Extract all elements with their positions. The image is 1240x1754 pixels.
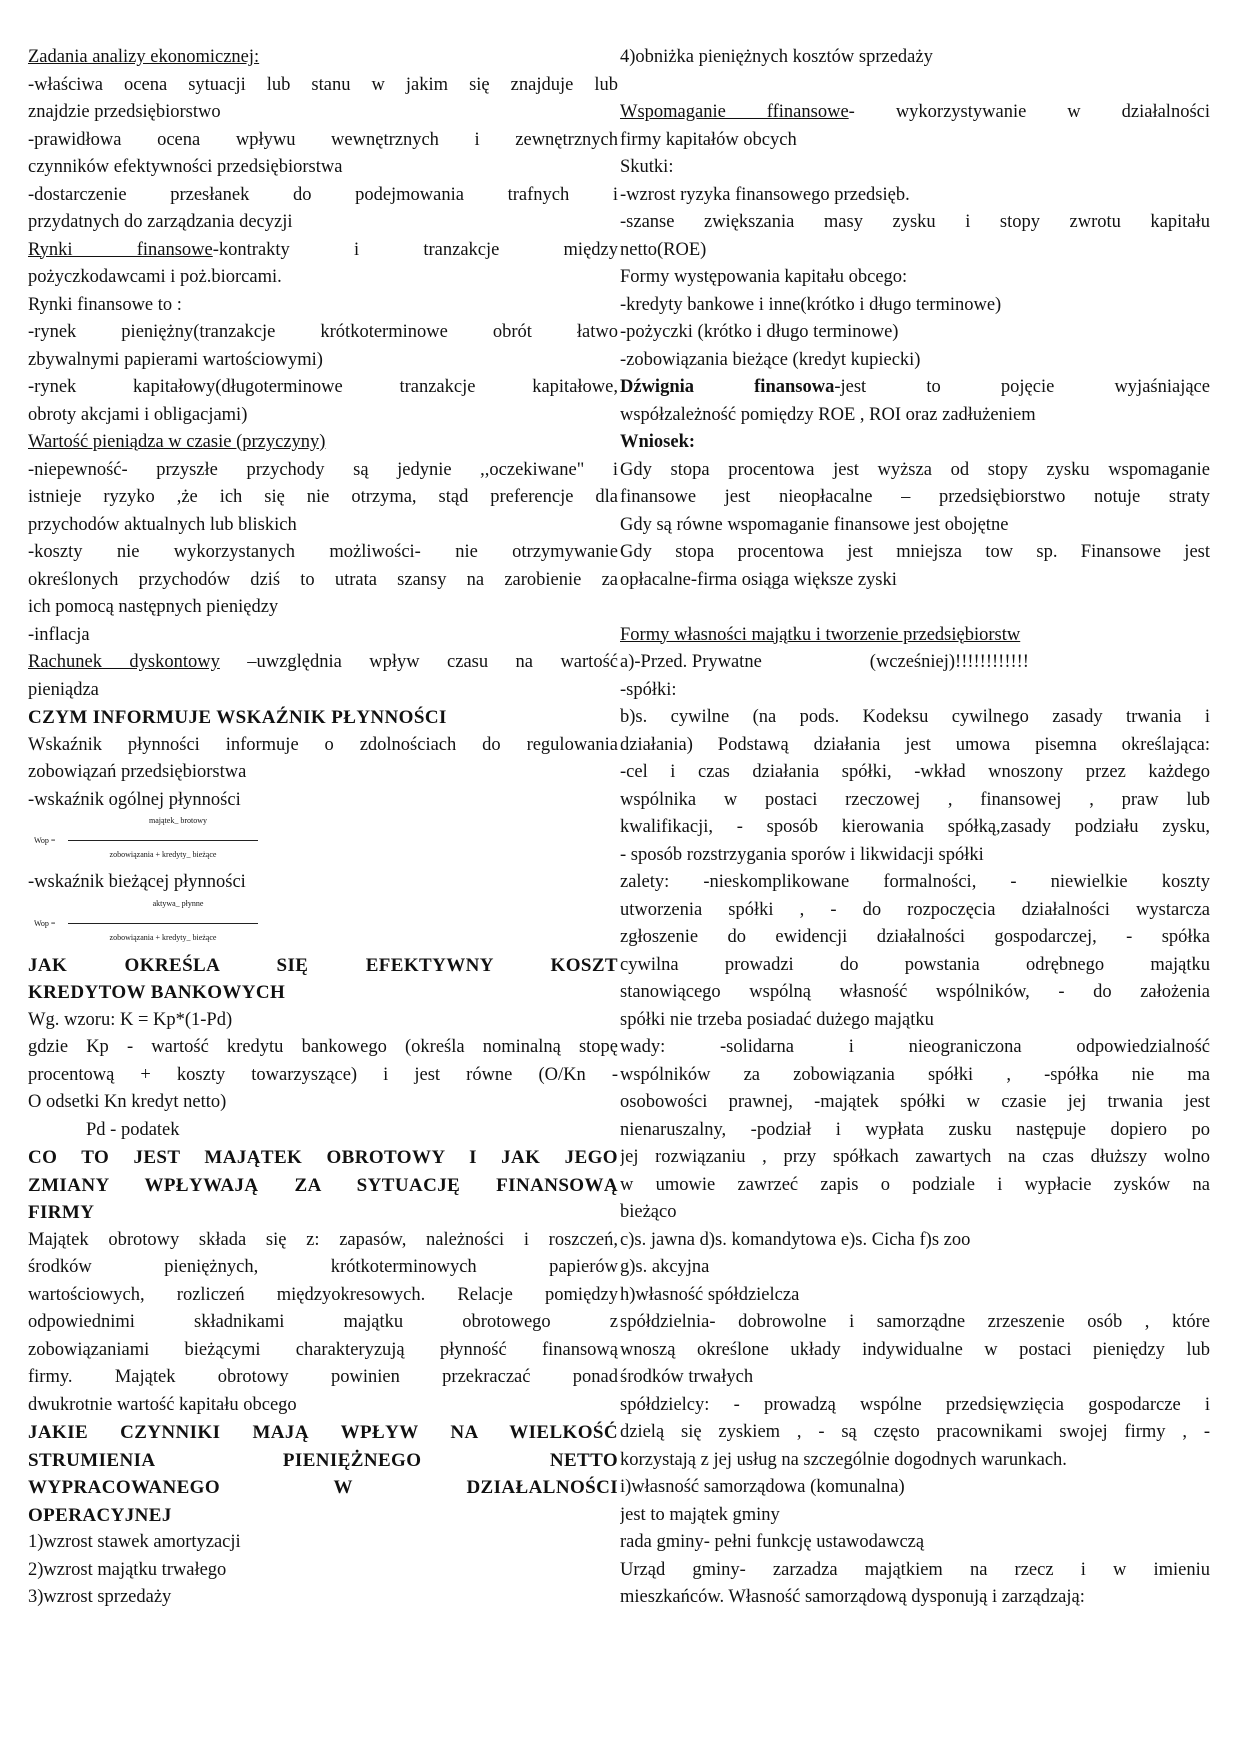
formula-numerator: aktywa_ płynne	[152, 898, 204, 908]
text-line: -pożyczki (krótko i długo terminowe)	[620, 322, 899, 342]
text-line: rada gminy- pełni funkcję ustawodawczą	[620, 1532, 925, 1552]
text-line: zobowiązaniami bieżącymi charakteryzują płynność finansową	[28, 1339, 618, 1360]
text-line: korzystają z jej usług na szczególnie dogodnych warunkach.	[620, 1449, 1067, 1470]
text-line	[620, 99, 1210, 127]
text-line: netto(ROE)	[620, 239, 707, 260]
term-definition: -kontrakty i tranzakcje między	[212, 239, 618, 260]
heading-current-assets-end: FIRMY	[28, 1202, 95, 1223]
formula-label: Wop =	[34, 918, 56, 928]
text-line: jej rozwiązaniu , przy spółkach zawartych na czas dłuższy wolno	[620, 1147, 1210, 1167]
conclusion-heading: Wniosek:	[620, 432, 696, 452]
text-line: -wzrost ryzyka finansowego przedsięb.	[620, 184, 910, 205]
term-definition: -jest to pojęcie wyjaśniające	[834, 377, 1210, 397]
formula-denominator: zobowiązania + kredyty_ bieżące	[109, 850, 217, 859]
text-line: odpowiednimi składnikami majątku obrotowego z	[28, 1312, 618, 1332]
formula-current-liquidity	[28, 897, 618, 952]
text-line: firmy. Majątek obrotowy powinien przekraczać ponad	[28, 1367, 618, 1387]
text-line: wartościowych, rozliczeń międzyokresowych. Relacje pomiędzy	[28, 1284, 618, 1305]
text-line: wspólnika w postaci rzeczowej , finansowej , praw lub	[620, 789, 1210, 810]
term-definition: - wykorzystywanie w działalności	[848, 102, 1210, 122]
text-line: -szanse zwiększania masy zysku i stopy zwrotu kapitału	[620, 212, 1210, 232]
fraction-bar	[68, 840, 258, 841]
text-line: -cel i czas działania spółki, -wkład wnoszony przez każdego	[620, 762, 1210, 782]
text-line: czynników efektywności przedsiębiorstwa	[28, 157, 343, 177]
text-line: działania) Podstawą działania jest umowa pisemna określająca:	[620, 734, 1210, 755]
heading-liquidity-ratio: CZYM INFORMUJE WSKAŹNIK PŁYNNOŚCI	[28, 707, 447, 728]
text-line: Wskaźnik płynności informuje o zdolnościach do regulowania	[28, 734, 618, 755]
text-line: gdzie Kp - wartość kredytu bankowego (określa nominalną stopę	[28, 1037, 618, 1057]
text-line: stanowiącego wspólną własność wspólników, - do założenia	[620, 982, 1210, 1002]
text-line: -wskaźnik ogólnej płynności	[28, 789, 241, 810]
term-financial-leverage: Dźwignia finansowa	[620, 377, 835, 397]
text-line: finansowe jest nieopłacalne – przedsiębiorstwo notuje straty	[620, 487, 1210, 507]
fraction-bar	[68, 923, 258, 924]
heading-effective-credit-cost: JAK OKREŚLA SIĘ EFEKTYWNY KOSZT	[28, 954, 618, 976]
text-line: -rynek pieniężny(tranzakcje krótkoterminowe obrót łatwo	[28, 322, 618, 342]
text-line: g)s. akcyjna	[620, 1257, 710, 1277]
text-line: osobowości prawnej, -majątek spółki w czasie jej trwania jest	[620, 1092, 1210, 1112]
text-line: Pd - podatek	[86, 1119, 180, 1140]
term-financial-markets: Rynki finansowe	[28, 239, 213, 260]
text-line: istnieje ryzyko ,że ich się nie otrzyma, stąd preferencje dla	[28, 487, 618, 507]
text-line: spółdzielnia- dobrowolne i samorządne zrzeszenie osób , które	[620, 1312, 1210, 1332]
term-discount-calculation: Rachunek dyskontowy	[28, 652, 220, 672]
text-line: zgłoszenie do ewidencji działalności gospodarczej, - spółka	[620, 927, 1210, 947]
text-line: przychodów aktualnych lub bliskich	[28, 514, 297, 535]
text-line: b)s. cywilne (na pods. Kodeksu cywilnego zasady trwania i	[620, 707, 1210, 727]
text-line: -kredyty bankowe i inne(krótko i długo terminowe)	[620, 294, 1002, 315]
text-line: utworzenia spółki , - do rozpoczęcia działalności wystarcza	[620, 899, 1210, 920]
text-line: firmy kapitałów obcych	[620, 129, 797, 150]
text-line: spółki nie trzeba posiadać dużego majątku	[620, 1009, 934, 1030]
text-line: c)s. jawna d)s. komandytowa e)s. Cicha f)s zoo	[620, 1229, 971, 1250]
text-line: Formy występowania kapitału obcego:	[620, 267, 908, 287]
heading-effective-credit-cost-cont: KREDYTOW BANKOWYCH	[28, 982, 286, 1003]
text-line	[28, 649, 618, 677]
heading-cash-flow-factors: JAKIE CZYNNIKI MAJĄ WPŁYW NA WIELKOŚĆ	[28, 1422, 618, 1443]
text-line: -właściwa ocena sytuacji lub stanu w jakim się znajduje lub	[28, 74, 618, 95]
text-line: -zobowiązania bieżące (kredyt kupiecki)	[620, 349, 921, 370]
text-line: współzależność pomiędzy ROE , ROI oraz zadłużeniem	[620, 404, 1036, 425]
section-heading-time-value: Wartość pieniądza w czasie (przyczyny)	[28, 432, 326, 452]
text-line	[28, 237, 618, 265]
text-line: cywilna prowadzi do powstania odrębnego majątku	[620, 954, 1210, 975]
text-line: ich pomocą następnych pieniędzy	[28, 597, 279, 617]
private-enterprise-note: (wcześniej)!!!!!!!!!!!!	[869, 652, 1029, 672]
heading-cash-flow-factors-cont: STRUMIENIA PIENIĘŻNEGO NETTO	[28, 1449, 618, 1471]
private-enterprise-label: a)-Przed. Prywatne	[620, 652, 762, 672]
text-line: bieżąco	[620, 1202, 677, 1222]
list-item: 2)wzrost majątku trwałego	[28, 1559, 227, 1580]
text-line: Skutki:	[620, 157, 674, 177]
text-line: wady: -solidarna i nieograniczona odpowiedzialność	[620, 1037, 1210, 1057]
text-line: Gdy są równe wspomaganie finansowe jest obojętne	[620, 514, 1009, 535]
text-line: wspólników za zobowiązania spółki , -spółka nie ma	[620, 1064, 1210, 1085]
text-line: pożyczkodawcami i poż.biorcami.	[28, 267, 282, 287]
text-line: określonych przychodów dziś to utrata szansy na zarobienie za	[28, 569, 618, 590]
text-line: znajdzie przedsiębiorstwo	[28, 102, 221, 122]
text-line: środków trwałych	[620, 1367, 754, 1387]
spacer	[620, 594, 1210, 622]
text-line: -wskaźnik bieżącej płynności	[28, 872, 246, 892]
text-line: i)własność samorządowa (komunalna)	[620, 1477, 905, 1497]
text-line: Majątek obrotowy składa się z: zapasów, należności i roszczeń,	[28, 1229, 618, 1250]
text-line: -prawidłowa ocena wpływu wewnętrznych i zewnętrznych	[28, 129, 618, 150]
formula-general-liquidity	[28, 814, 618, 869]
text-line: O odsetki Kn kredyt netto)	[28, 1092, 227, 1112]
text-line	[620, 374, 1210, 402]
section-heading-analysis-tasks: Zadania analizy ekonomicznej:	[28, 47, 260, 67]
term-financial-support: Wspomaganie ffinansowe	[620, 102, 849, 122]
text-line: środków pieniężnych, krótkoterminowych papierów	[28, 1257, 618, 1277]
text-line: dwukrotnie wartość kapitału obcego	[28, 1394, 297, 1415]
text-line: pieniądza	[28, 679, 99, 700]
left-column	[28, 44, 618, 1612]
formula-numerator: majątek_ brotowy	[149, 816, 207, 825]
list-item: 4)obniżka pieniężnych kosztów sprzedaży	[620, 47, 933, 67]
text-line: zalety: -nieskomplikowane formalności, - niewielkie koszty	[620, 872, 1210, 892]
term-definition: –uwzględnia wpływ czasu na wartość	[219, 652, 618, 672]
text-line: -rynek kapitałowy(długoterminowe tranzakcje kapitałowe,	[28, 377, 618, 397]
text-line: -dostarczenie przesłanek do podejmowania trafnych i	[28, 184, 618, 205]
text-line: spółdzielcy: - prowadzą wspólne przedsięwzięcia gospodarcze i	[620, 1394, 1210, 1415]
text-line: Gdy stopa procentowa jest mniejsza tow sp. Finansowe jest	[620, 542, 1210, 562]
text-line: opłacalne-firma osiąga większe zyski	[620, 569, 897, 590]
text-line: h)własność spółdzielcza	[620, 1284, 800, 1305]
list-item: 1)wzrost stawek amortyzacji	[28, 1532, 241, 1552]
document-page	[28, 44, 1212, 1724]
formula-label: Wop =	[34, 836, 56, 845]
text-line: Gdy stopa procentowa jest wyższa od stopy zysku wspomaganie	[620, 459, 1210, 480]
text-line: zobowiązań przedsiębiorstwa	[28, 762, 247, 782]
text-line: nienaruszalny, -podział i wypłata zusku następuje dopiero po	[620, 1119, 1210, 1140]
text-line: procentową + koszty towarzyszące) i jest równe (O/Kn -	[28, 1064, 618, 1085]
text-line: zbywalnymi papierami wartościowymi)	[28, 349, 323, 370]
text-line: -spółki:	[620, 679, 677, 700]
text-line: - sposób rozstrzygania sporów i likwidacji spółki	[620, 844, 984, 865]
heading-cash-flow-factors-cont: WYPRACOWANEGO W DZIAŁALNOŚCI	[28, 1477, 618, 1498]
right-column	[620, 44, 1210, 1612]
list-item: 3)wzrost sprzedaży	[28, 1587, 172, 1607]
text-line: kwalifikacji, - sposób kierowania spółką,zasady podziału zysku,	[620, 817, 1210, 837]
formula-denominator: zobowiązania + kredyty_ bieżące	[109, 932, 217, 942]
text-line: Urząd gminy- zarzadza majątkiem na rzecz i w imieniu	[620, 1559, 1210, 1580]
spacer	[620, 72, 1210, 100]
text-line: przydatnych do zarządzania decyzji	[28, 212, 293, 232]
text-line: wnoszą określone układy indywidualne w postaci pieniędzy lub	[620, 1339, 1210, 1360]
text-line: obroty akcjami i obligacjami)	[28, 404, 248, 425]
heading-cash-flow-factors-end: OPERACYJNEJ	[28, 1504, 172, 1526]
text-line: -niepewność- przyszłe przychody są jedynie ,,oczekiwane" i	[28, 459, 618, 480]
text-line: w umowie zawrzeć zapis o podziale i wypłacie zysków na	[620, 1174, 1210, 1195]
text-line: -inflacja	[28, 624, 90, 645]
text-line: jest to majątek gminy	[620, 1504, 780, 1525]
text-line: -koszty nie wykorzystanych możliwości- nie otrzymywanie	[28, 542, 618, 562]
heading-current-assets-cont: ZMIANY WPŁYWAJĄ ZA SYTUACJĘ FINANSOWĄ	[28, 1174, 618, 1196]
heading-current-assets: CO TO JEST MAJĄTEK OBROTOWY I JAK JEGO	[28, 1147, 618, 1168]
section-heading-ownership-forms: Formy własności majątku i tworzenie przedsiębiorstw	[620, 624, 1021, 645]
text-line: dzielą się zyskiem , - są często pracownikami swojej firmy , -	[620, 1422, 1210, 1442]
text-line: mieszkańców. Własność samorządową dysponują i zarządzają:	[620, 1587, 1085, 1607]
text-line	[620, 649, 1210, 677]
text-line: Wg. wzoru: K = Kp*(1-Pd)	[28, 1009, 233, 1030]
text-line: Rynki finansowe to :	[28, 294, 182, 315]
